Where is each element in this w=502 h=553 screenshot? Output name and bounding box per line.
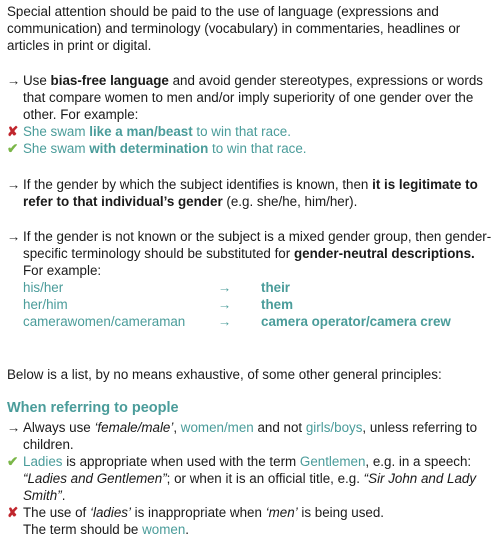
arrow-icon: → — [218, 314, 232, 329]
emphasis-bias-free: bias-free language — [50, 73, 169, 88]
list-item: ✘ The use of ‘ladies’ is inappropriate when ‘men’ is being used. The term should be women. — [7, 505, 385, 537]
list-intro: Below is a list, by no means exhaustive, of some other general principles: — [7, 367, 442, 382]
bias-free-section — [7, 72, 496, 157]
bad-example: ✘ She swam like a man/beast to win that race. — [7, 124, 291, 139]
intro-paragraph: Special attention should be paid to the use of language (expressions and communication) and terminology (vocabulary) in commentaries, headlines or articles in print or digital. — [7, 4, 461, 53]
arrow-icon: → — [7, 177, 21, 192]
arrow-icon: → — [218, 280, 232, 295]
list-item: ✔ Ladies is appropriate when used with the term Gentlemen, e.g. in a speech: “Ladies and Gentlemen”; or when it is an official title, e.g. “Sir John and Lady Smith”. — [7, 454, 477, 503]
cross-icon: ✘ — [7, 505, 19, 520]
mapping-row: her/him → them — [23, 297, 293, 312]
term-mapping — [23, 279, 483, 330]
section-heading: When referring to people — [7, 400, 179, 416]
list-item: → Always use ‘female/male’, women/men and not girls/boys, unless referring to children. — [7, 420, 478, 452]
example-label: For example: — [23, 263, 102, 278]
arrow-icon: → — [218, 297, 232, 312]
arrow-icon: → — [7, 229, 21, 244]
known-gender-section — [7, 176, 496, 210]
cross-icon: ✘ — [7, 124, 19, 139]
good-example: ✔ She swam with determination to win that race. — [7, 141, 307, 156]
referring-list — [7, 419, 496, 538]
known-gender-item: → If the gender by which the subject identifies is known, then it is legitimate to refer to that individual’s gender (e.g. she/he, him/her). — [7, 177, 478, 209]
mapping-row: camerawomen/cameraman → camera operator/camera crew — [23, 314, 451, 329]
neutral-section — [7, 228, 496, 279]
check-icon: ✔ — [7, 454, 19, 469]
neutral-item: → If the gender is not known or the subject is a mixed gender group, then gender-specific terminology should be substituted for gender-neutral descriptions. — [7, 229, 492, 261]
bias-free-item: → Use bias-free language and avoid gender stereotypes, expressions or words that compare women to men and/or imply superiority of one gender over the other. For example: — [7, 73, 483, 122]
arrow-icon: → — [7, 73, 21, 88]
check-icon: ✔ — [7, 141, 19, 156]
mapping-row: his/her → their — [23, 280, 291, 295]
arrow-icon: → — [7, 420, 21, 435]
